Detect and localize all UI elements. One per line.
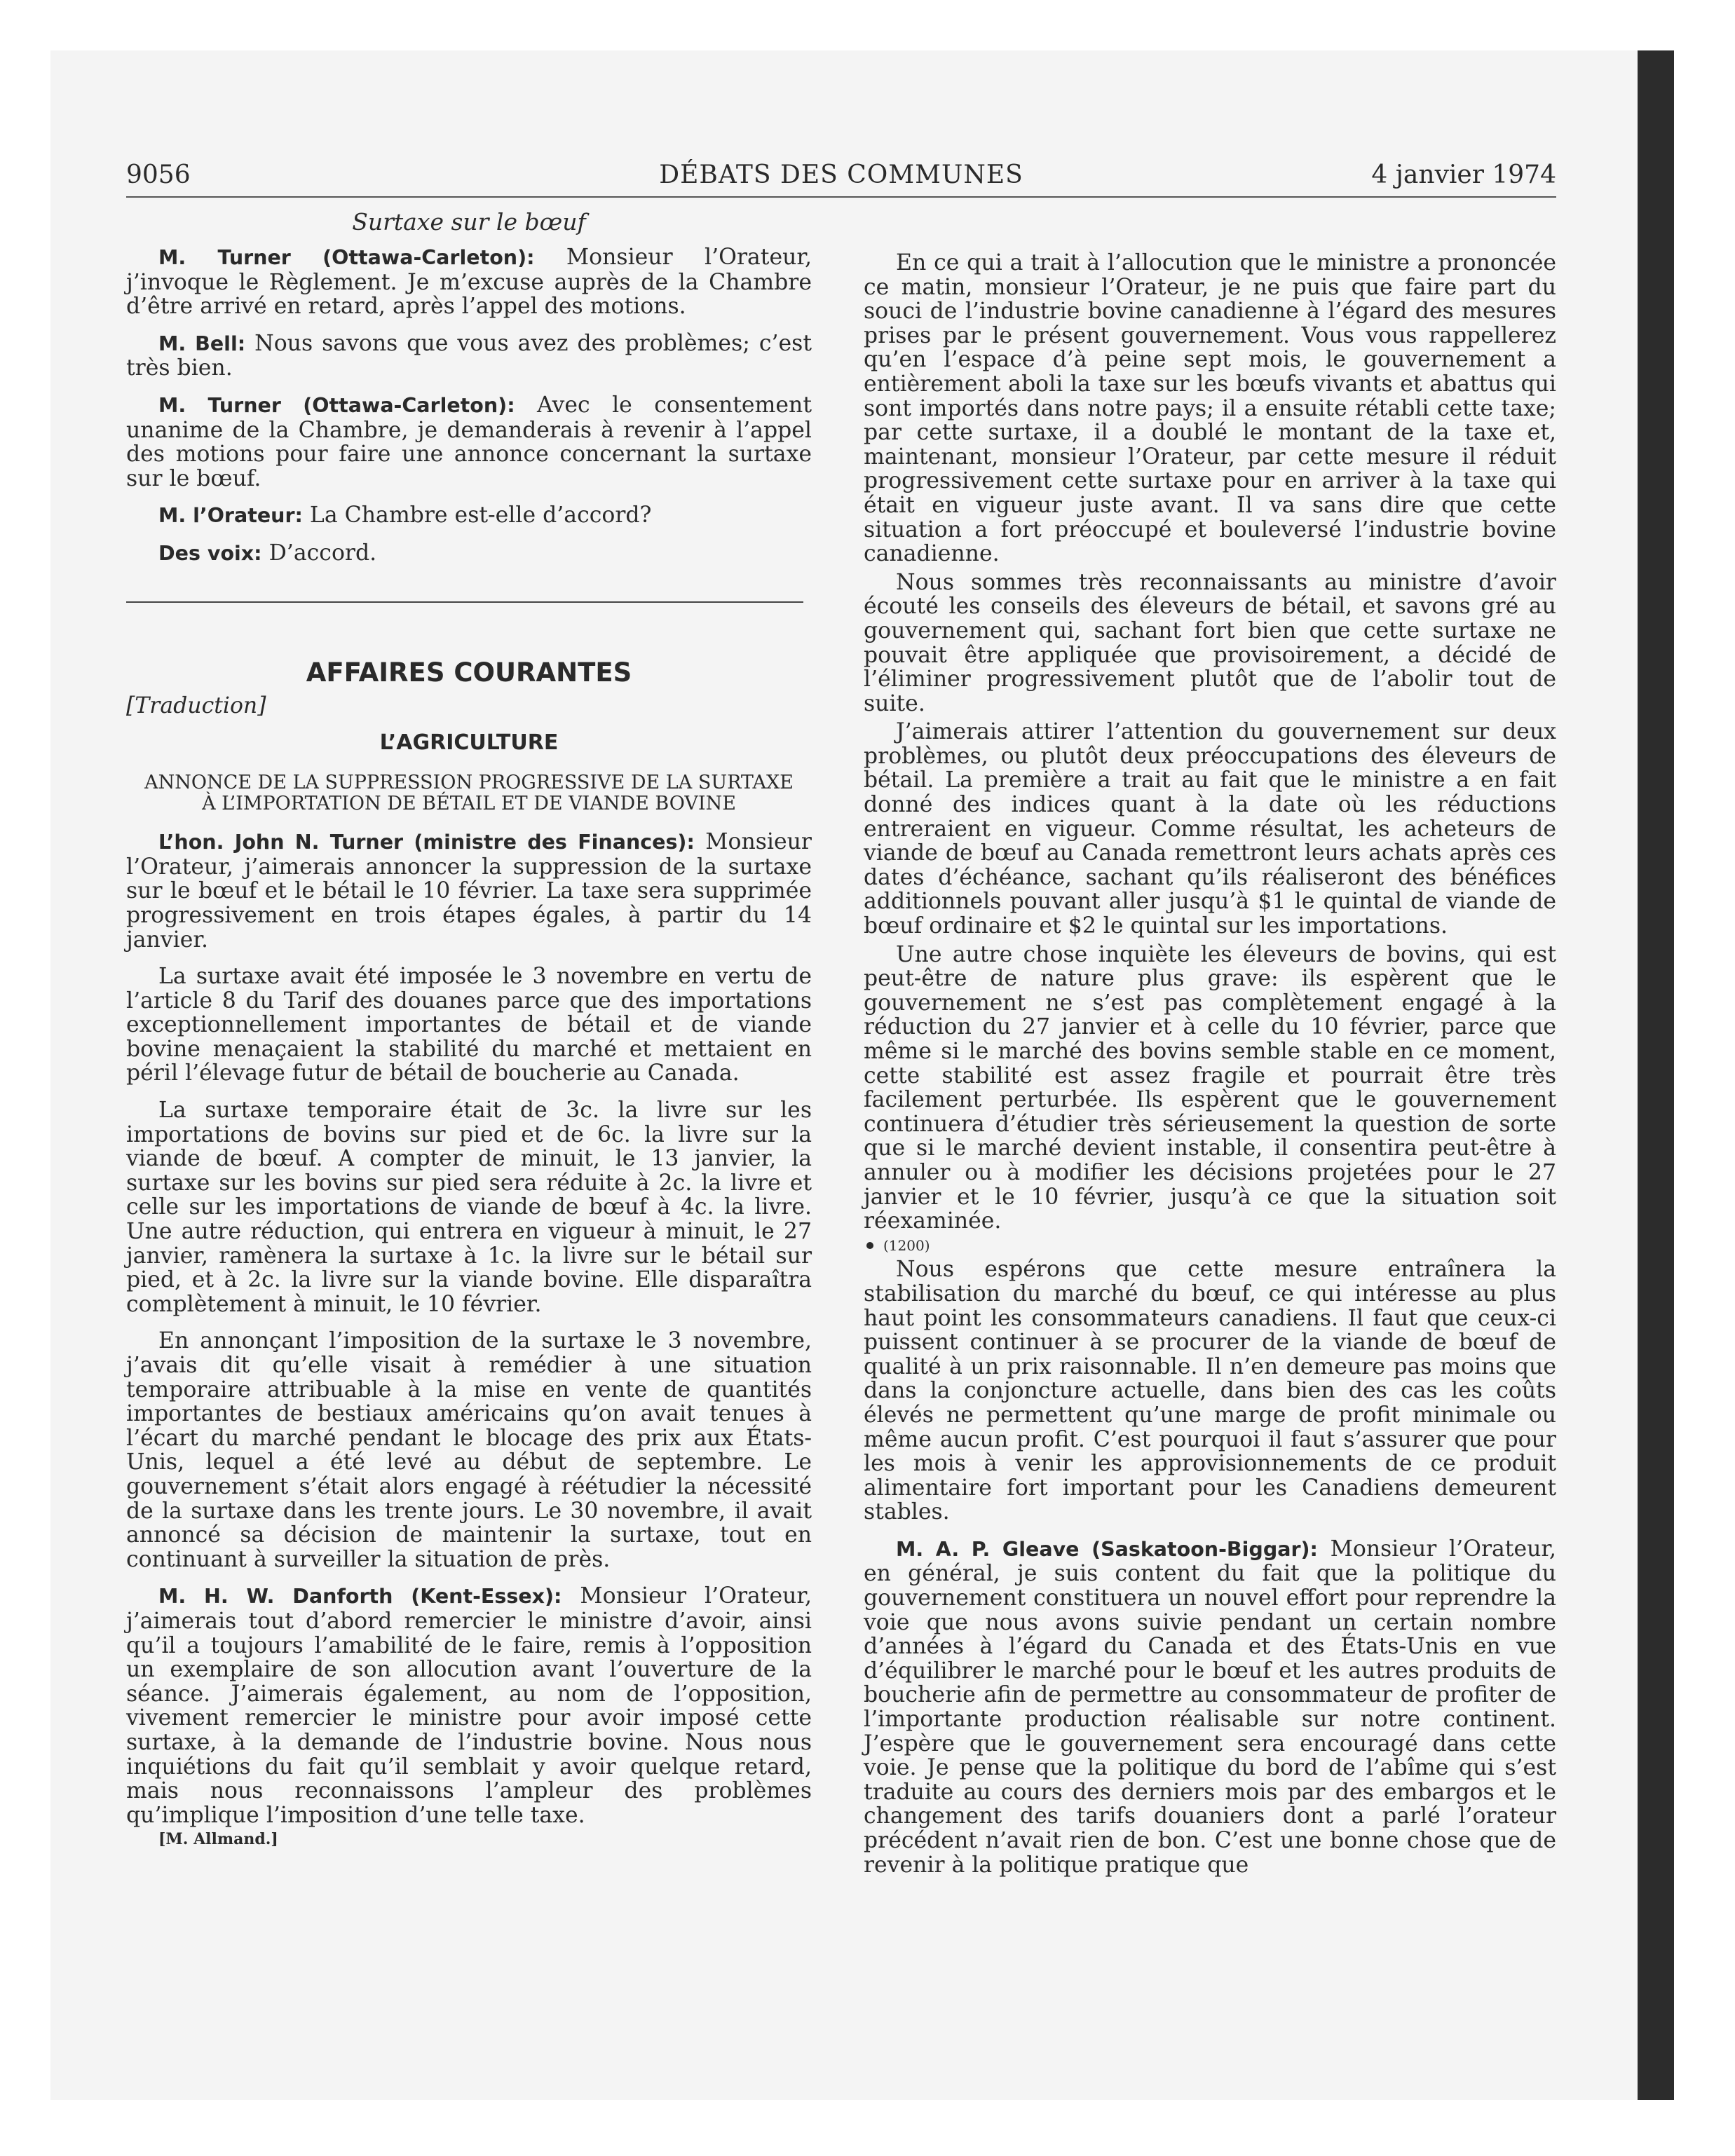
page-header (126, 160, 1556, 198)
subheading: Surtaxe sur le bœuf (352, 208, 586, 236)
announcement-title: ANNONCE DE LA SUPPRESSION PROGRESSIVE DE LA SURTAXE À L’IMPORTATION DE BÉTAIL ET DE VIANDE BOVINE (144, 772, 794, 815)
bullet-icon (866, 1242, 873, 1249)
translation-note: [Traduction] (126, 692, 266, 718)
speech-text: Monsieur l’Orateur, j’aimerais annoncer la suppression de la surtaxe sur le bœuf et le bétail le 10 février. La taxe sera supprimée progressivement en trois étapes égales, à partir du 14 janvier. (126, 829, 812, 953)
paragraph: La surtaxe avait été imposée le 3 novembre en vertu de l’article 8 du Tarif des douanes parce que des importations exceptionnellement importantes de bétail et de viande bovine menaçaient la stabilité du marché et mettaient en péril l’élevage futur de bétail de boucherie au Canada. (126, 964, 812, 1086)
paragraph: J’aimerais attirer l’attention du gouvernement sur deux problèmes, ou plutôt deux préoccupations des éleveurs de bétail. La première a trait au fait que le ministre a en fait donné des indices quant à la date où les réductions entreraient en vigueur. Comme résultat, les acheteurs de viande de bœuf au Canada remettront leurs achats après ces dates d’échéance, sachant qu’ils réaliseront des bénéfices additionnels pouvant aller jusqu’à $1 le quintal de viande de bœuf ordinaire et $2 le quintal sur les importations. (864, 719, 1556, 939)
paragraph (126, 332, 812, 381)
speaker-name: M. H. W. Danforth (Kent-Essex): (158, 1585, 562, 1609)
speech-text: D’accord. (261, 540, 377, 566)
rubric-title: L’AGRICULTURE (379, 730, 559, 756)
speaker-name: M. Turner (Ottawa-Carleton): (158, 393, 515, 417)
section-title: AFFAIRES COURANTES (306, 657, 632, 688)
paragraph: La surtaxe temporaire était de 3c. la livre sur les importations de bovins sur pied et de 6c. la livre sur la viande de bœuf. A compter de minuit, le 13 janvier, la surtaxe sur les bovins sur pied sera réduite à 2c. la livre et celle sur les importations de viande de bœuf à 4c. la livre. Une autre réduction, qui entrera en vigueur à minuit, le 27 janvier, ramènera la surtaxe à 1c. la livre sur le bétail sur pied, et à 2c. la livre sur la viande bovine. Elle disparaîtra complètement à minuit, le 10 février. (126, 1098, 812, 1317)
time-stamp-text: (1200) (883, 1236, 930, 1254)
paragraph: En ce qui a trait à l’allocution que le ministre a prononcée ce matin, monsieur l’Orateur, je ne puis que faire part du souci de l’industrie bovine canadienne à l’égard des mesures prises par le présent gouvernement. Vous vous rappellerez qu’en l’espace d’à peine sept mois, le gouvernement a entièrement aboli la taxe sur les bœufs vivants et abattus qui sont importés dans notre pays; il a ensuite rétabli cette taxe; par cette surtaxe, il a doublé le montant de la taxe et, maintenant, monsieur l’Orateur, par cette mesure il réduit progressivement cette surtaxe pour en arriver à la taxe qui était en vigueur juste avant. Il va sans dire que cette situation a fort préoccupé et bouleversé l’industrie bovine canadienne. (864, 250, 1556, 567)
speech-text: Monsieur l’Orateur, en général, je suis content du fait que la politique du gouvernement constituera un nouvel effort pour reprendre la voie que nous avons suivie pendant un certain nombre d’années à l’égard du Canada et des États-Unis en vue d’équilibrer le marché pour le bœuf et les autres produits de boucherie afin de permettre au consommateur de profiter de l’importante production réalisable sur notre continent. J’espère que le gouvernement sera encouragé dans cette voie. Je pense que la politique du bord de l’abîme qui s’est traduite au cours des derniers mois par des embargos et le changement des tarifs douaniers dont a parlé l’orateur précédent n’avait rien de bon. C’est une bonne chose que de revenir à la politique pratique que (864, 1536, 1556, 1878)
paragraph (126, 503, 812, 528)
paragraph: En annonçant l’imposition de la surtaxe le 3 novembre, j’avais dit qu’elle visait à remédier à une situation temporaire attribuable à la mise en vente de quantités importantes de bestiaux américains qu’on avait tenues à l’écart du marché pendant le blocage des prix aux États-Unis, lequel a été levé au début de septembre. Le gouvernement s’était alors engagé à réétudier la nécessité de la surtaxe dans les trente jours. Le 30 novembre, il avait annoncé sa décision de maintenir la surtaxe, tout en continuant à surveiller la situation de près. (126, 1328, 812, 1572)
publication-title: DÉBATS DES COMMUNES (659, 161, 1023, 189)
paragraph (126, 393, 812, 491)
right-column (864, 251, 1556, 1877)
paragraph (864, 1537, 1556, 1877)
scan-dark-edge (1638, 50, 1674, 2100)
speaker-name: M. Bell: (158, 332, 246, 355)
speech-text: Avec le consentement unanime de la Chambre, je demanderais à revenir à l’appel des motions pour faire une annonce concernant la surtaxe sur le bœuf. (126, 392, 812, 491)
speaker-name: M. l’Orateur: (158, 504, 303, 528)
speech-text: La Chambre est-elle d’accord? (302, 503, 652, 528)
page-number: 9056 (126, 161, 191, 189)
speech-text: Monsieur l’Orateur, j’invoque le Règlement. Je m’excuse auprès de la Chambre d’être arrivé en retard, après l’appel des motions. (126, 245, 812, 320)
speech-text: Nous savons que vous avez des problèmes; c’est très bien. (126, 330, 812, 381)
section-divider (126, 601, 803, 603)
left-column (126, 209, 812, 1852)
paragraph: Nous espérons que cette mesure entraînera la stabilisation du marché du bœuf, ce qui intéresse au plus haut point les consommateurs canadiens. Il faut que ceux-ci puissent continuer à se procurer de la viande de bœuf de qualité à un prix raisonnable. Il n’en demeure pas moins que dans la conjoncture actuelle, dans bien des cas les coûts élevés ne permettent qu’une marge de profit minimale ou même aucun profit. C’est pourquoi il faut s’assurer que pour les mois à venir les approvisionnements de ce produit alimentaire fort important pour les Canadiens demeurent stables. (864, 1257, 1556, 1525)
speaker-name: L’hon. John N. Turner (ministre des Finances): (158, 831, 695, 854)
paragraph (126, 541, 812, 566)
paragraph (126, 1584, 812, 1827)
speaker-name: M. Turner (Ottawa-Carleton): (158, 246, 535, 269)
speaker-name: Des voix: (158, 541, 262, 565)
speech-text: Monsieur l’Orateur, j’aimerais tout d’abord remercier le ministre d’avoir, ainsi qu’il a toujours l’amabilité de le faire, remis à l’opposition un exemplaire de son allocution avant l’ouverture de la séance. J’aimerais également, au nom de l’opposition, vivement remercier le ministre pour avoir imposé cette surtaxe, à la demande de l’industrie bovine. Nous nous inquiétions du fait qu’il semblait y avoir quelque retard, mais nous reconnaissons l’ampleur des problèmes qu’implique l’imposition d’une telle taxe. (126, 1583, 812, 1828)
issue-date: 4 janvier 1974 (1371, 161, 1556, 189)
paragraph (126, 830, 812, 952)
paragraph (126, 245, 812, 319)
paragraph: Nous sommes très reconnaissants au ministre d’avoir écouté les conseils des éleveurs de bétail, et savons gré au gouvernement qui, sachant fort bien que cette surtaxe ne pouvait être appliquée que provisoirement, a décidé de l’éliminer progressivement plutôt que de l’abolir tout de suite. (864, 569, 1556, 716)
speaker-name: M. A. P. Gleave (Saskatoon-Biggar): (896, 1537, 1318, 1561)
time-stamp (864, 1234, 1556, 1258)
paragraph: Une autre chose inquiète les éleveurs de bovins, qui est peut-être de nature plus grave: ils espèrent que le gouvernement ne s’est pas complètement engagé à la réduction du 27 janvier et à celle du 10 février, parce que même si le marché des bovins semble stable en ce moment, cette stabilité est assez fragile et pourrait être très facilement perturbée. Ils espèrent que le gouvernement continuera d’étudier très sérieusement la question de sorte que si le marché devient instable, il consentira peut-être à annuler ou à modifier les décisions projetées pour le 27 janvier et le 10 février, jusqu’à ce que la situation soit réexaminée. (864, 941, 1556, 1234)
speaker-footer-tag: [M. Allmand.] (158, 1830, 278, 1849)
